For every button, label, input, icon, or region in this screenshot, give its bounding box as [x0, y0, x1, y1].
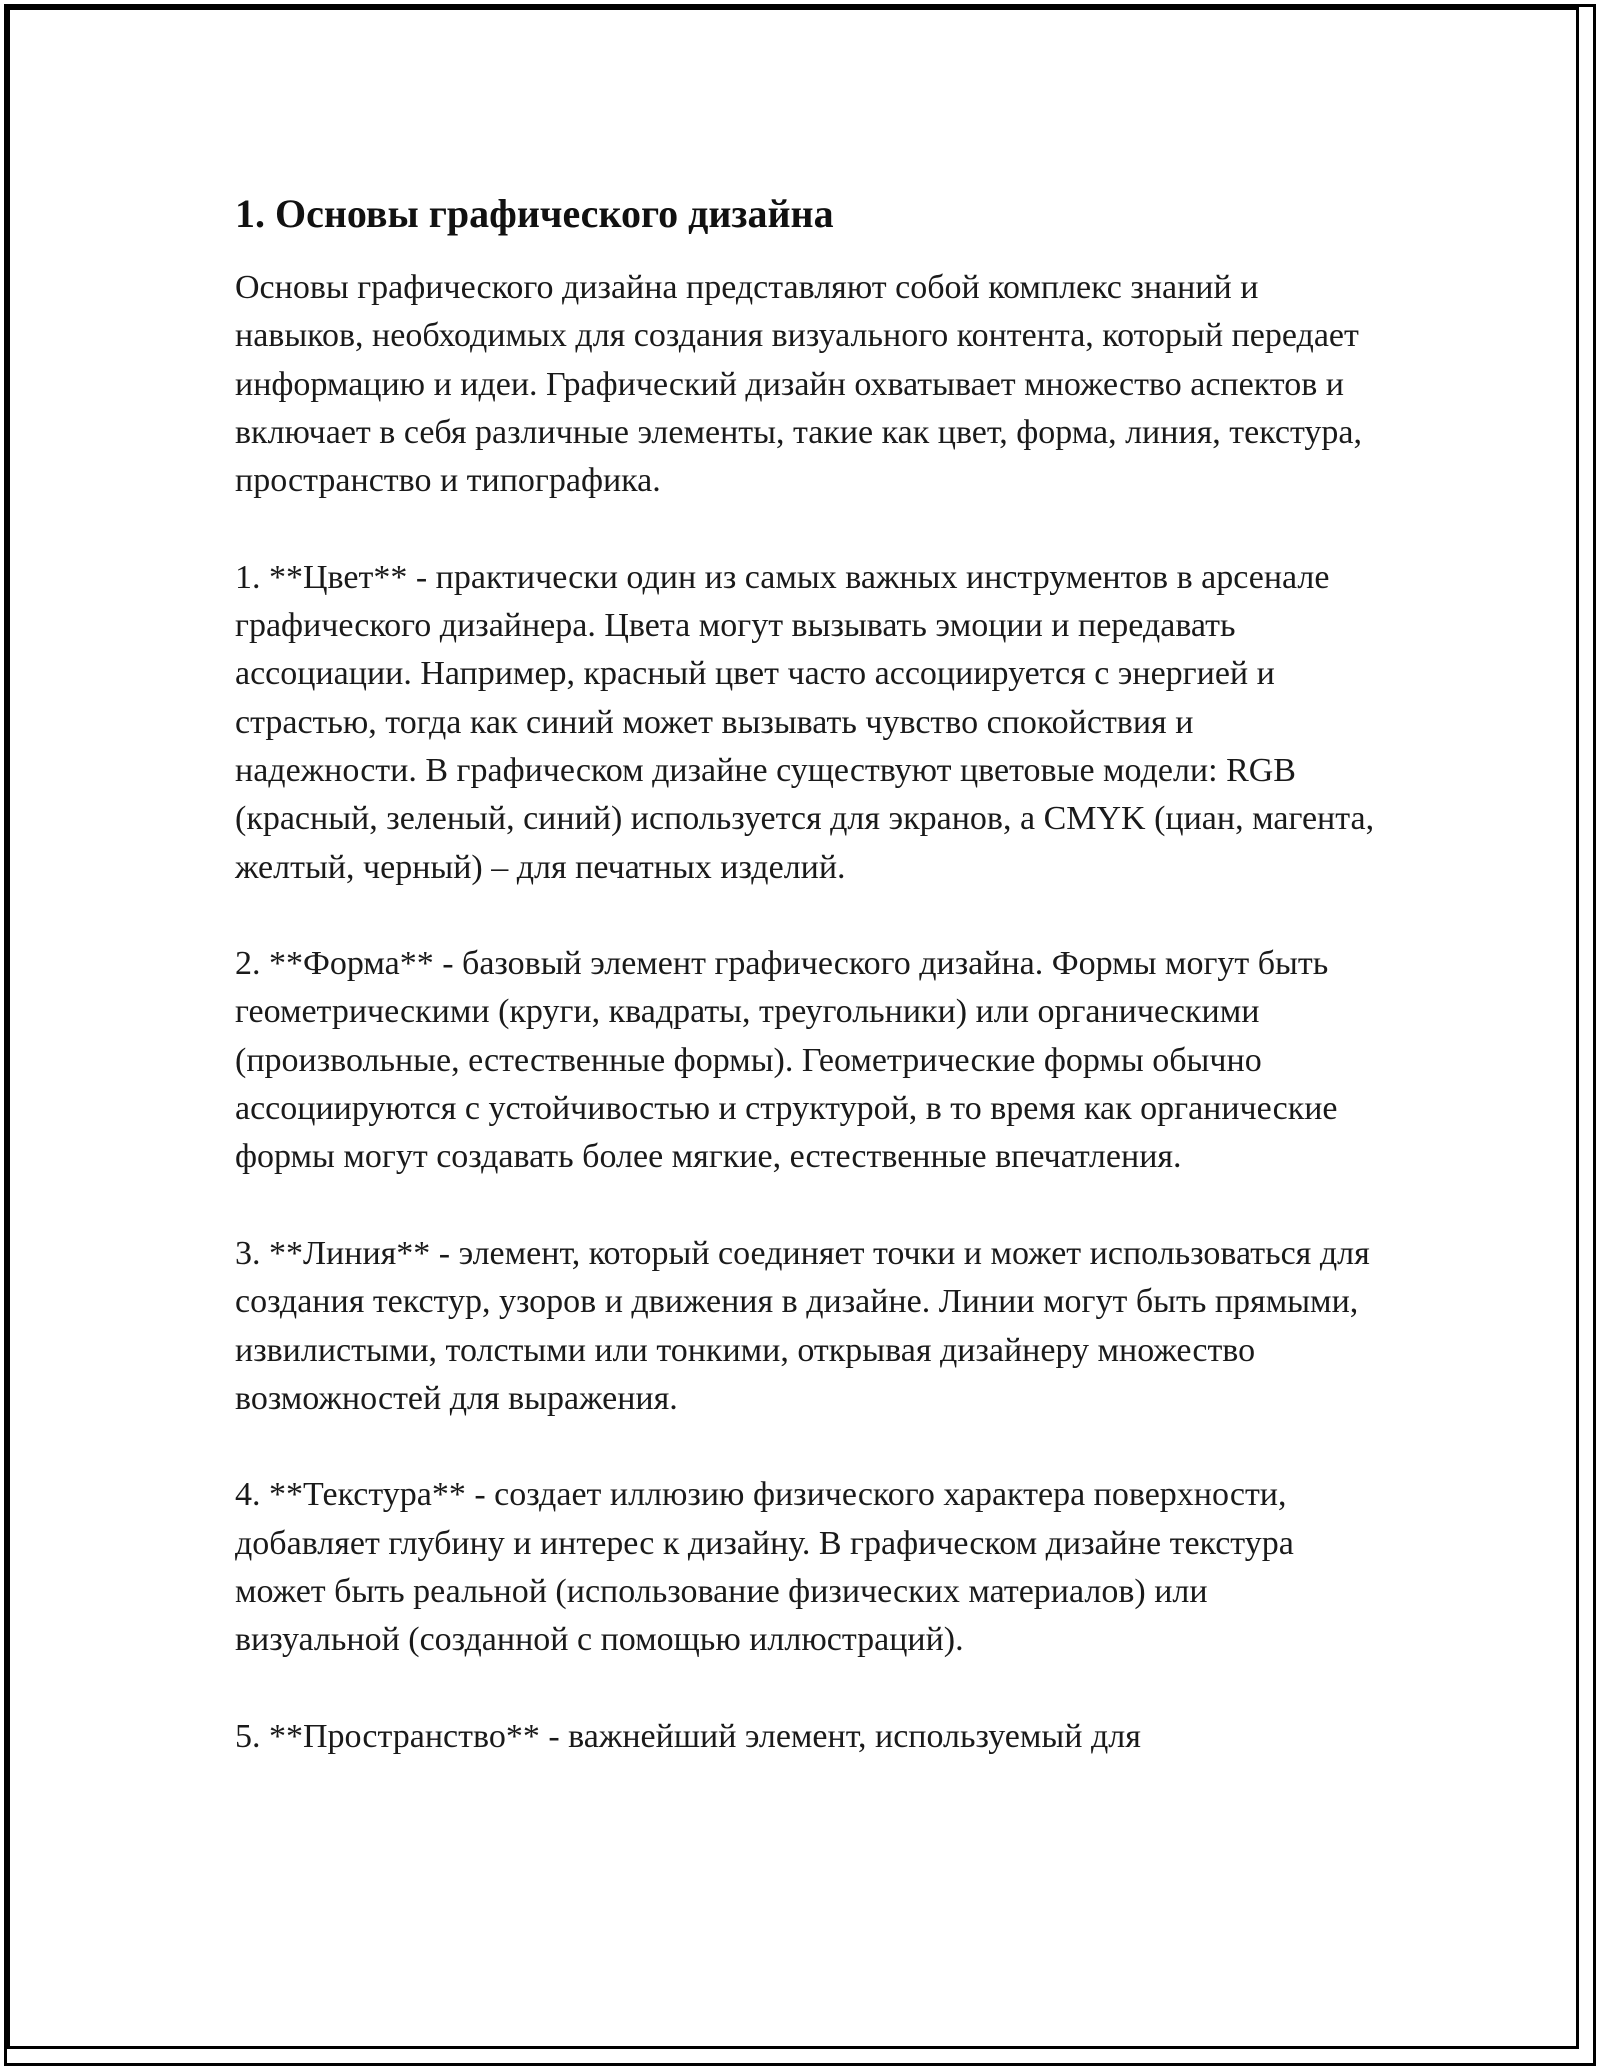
intro-paragraph: Основы графического дизайна представляют собой комплекс знаний и навыков, необходимых для создания визуального контента, который передает информацию и идеи. Графический дизайн охватывает множество аспектов и включает в себя различные элементы, такие как цвет, форма, линия, текстура, пространство и типографика.: [235, 269, 1362, 500]
paragraph-line: 3. **Линия** - элемент, который соединяет точки и может использоваться для создания текстур, узоров и движения в дизайне. Линии могут быть прямыми, извилистыми, толстыми или тонкими, открывая дизайнеру множество возможностей для выражения.: [235, 1234, 1370, 1417]
paragraph-form: 2. **Форма** - базовый элемент графического дизайна. Формы могут быть геометрическими (круги, квадраты, треугольники) или органическими (произвольные, естественные формы). Геометрические формы обычно ассоциируются с устойчивостью и структурой, в то время как органические формы могут создавать более мягкие, естественные впечатления.: [235, 945, 1338, 1176]
paragraph-color: 1. **Цвет** - практически один из самых важных инструментов в арсенале графического дизайнера. Цвета могут вызывать эмоции и передавать ассоциации. Например, красный цвет часто ассоциируется с энергией и страстью, тогда как синий может вызывать чувство спокойствия и надежности. В графическом дизайне существуют цветовые модели: RGB (красный, зеленый, синий) используется для экранов, а CMYK (циан, магента, желтый, черный) – для печатных изделий.: [235, 558, 1375, 886]
document-body: [235, 186, 1375, 1761]
paragraph-space: 5. **Пространство** - важнейший элемент, используемый для: [235, 1717, 1141, 1755]
paragraph-texture: 4. **Текстура** - создает иллюзию физического характера поверхности, добавляет глубину и интерес к дизайну. В графическом дизайне текстура может быть реальной (использование физических материалов) или визуальной (созданной с помощью иллюстраций).: [235, 1476, 1294, 1659]
section-heading: 1. Основы графического дизайна: [235, 191, 834, 236]
